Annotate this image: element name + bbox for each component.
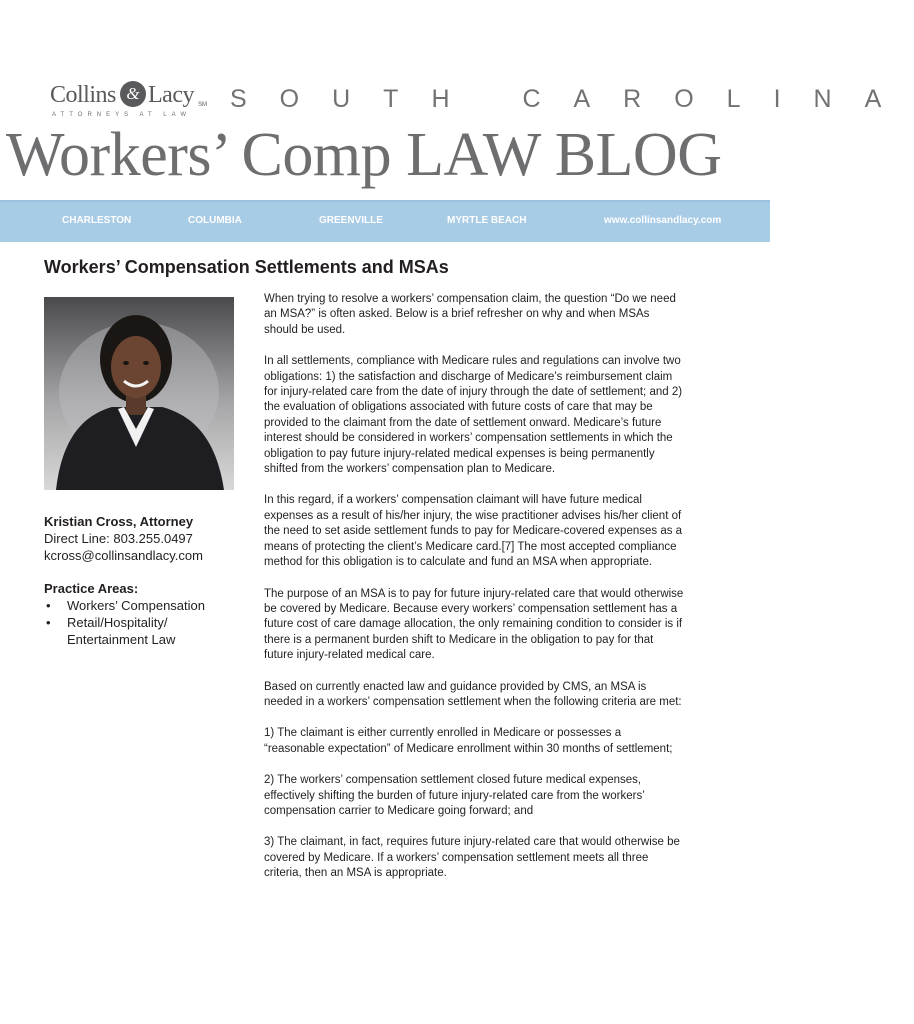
practice-areas-heading: Practice Areas: [44, 581, 139, 596]
article-paragraph: The purpose of an MSA is to pay for future injury-related care that would otherwise be covered by Medicare. Because every workers’ compensation settlement has a future cost of care damage allocation, the only remaining condition to consider is if there is a permanent burden shift to Medicare in the obligation to pay for that future injury-related medical care. [264, 587, 684, 662]
logo-word-collins: Collins [50, 82, 116, 108]
article-paragraph: When trying to resolve a workers’ compensation claim, the question “Do we need an MSA?” is often asked. Below is a brief refresher on why and when MSAs should be used. [264, 293, 676, 336]
article-title: Workers’ Compensation Settlements and MSAs [44, 257, 449, 277]
article-body [264, 292, 684, 898]
website-link[interactable]: www.collinsandlacy.com [604, 215, 722, 226]
article-paragraph: 3) The claimant, in fact, requires future injury-related care that would otherwise be covered by Medicare. If a workers’ compensation settlement meets all three criteria, then an MSA is appropriate. [264, 836, 680, 880]
location-greenville: GREENVILLE [319, 215, 383, 226]
article-paragraph: Based on currently enacted law and guidance provided by CMS, an MSA is needed in a workers’ compensation settlement when the following criteria are met: [264, 680, 682, 708]
practice-area-item: • Retail/Hospitality/ Entertainment Law [44, 614, 244, 648]
author-name: Kristian Cross, Attorney [44, 514, 194, 529]
practice-area-item: • Workers’ Compensation [44, 597, 244, 614]
author-photo [44, 297, 234, 490]
article-paragraph: In this regard, if a workers’ compensation claimant will have future medical expenses as a result of his/her injury, the wise practitioner advises his/her client of the need to set aside settlement funds to pay for Medicare-covered expenses as a means of protecting the client’s Medicare card.[7] The most accepted compliance method for this obligation is to calculate and fund an MSA when appropriate. [264, 494, 683, 569]
logo-ampersand: & [120, 81, 146, 107]
location-charleston: CHARLESTON [62, 215, 132, 226]
article-paragraph: 1) The claimant is either currently enrolled in Medicare or possesses a “reasonable expectation” of Medicare enrollment within 30 months of settlement; [264, 727, 673, 755]
author-email[interactable]: kcross@collinsandlacy.com [44, 548, 203, 563]
logo-service-mark: SM [198, 102, 207, 108]
state-heading: SOUTH CAROLINA [230, 85, 914, 113]
article-paragraph: 2) The workers’ compensation settlement closed future medical expenses, effectively shifting the burden of future injury-related care from the workers’ compensation carrier to Medicare going forward; and [264, 774, 645, 817]
location-myrtle-beach: MYRTLE BEACH [447, 215, 527, 226]
collins-lacy-logo [50, 80, 207, 124]
blog-title: Workers’ Comp LAW BLOG [6, 121, 722, 189]
article-paragraph: In all settlements, compliance with Medicare rules and regulations can involve two obligations: 1) the satisfaction and discharge of Medicare’s reimbursement claim for injury-related care from the date of injury through the date of settlement; and 2) the evaluation of obligations associated with future costs of care that may be provided to the claimant from the date of settlement onward. Medicare’s future interest should be considered in workers’ compensation settlements in which the obligation to pay future injury-related medical expenses is being permanently shifted from the workers’ compensation plan to Medicare. [264, 355, 683, 476]
location-columbia: COLUMBIA [188, 215, 242, 226]
logo-word-lacy: Lacy [148, 82, 194, 108]
logo-tagline: ATTORNEYS AT LAW [52, 112, 192, 118]
author-info [44, 513, 244, 648]
practice-areas-list [44, 597, 244, 648]
author-direct-line: Direct Line: 803.255.0497 [44, 531, 193, 546]
location-band [0, 200, 770, 242]
